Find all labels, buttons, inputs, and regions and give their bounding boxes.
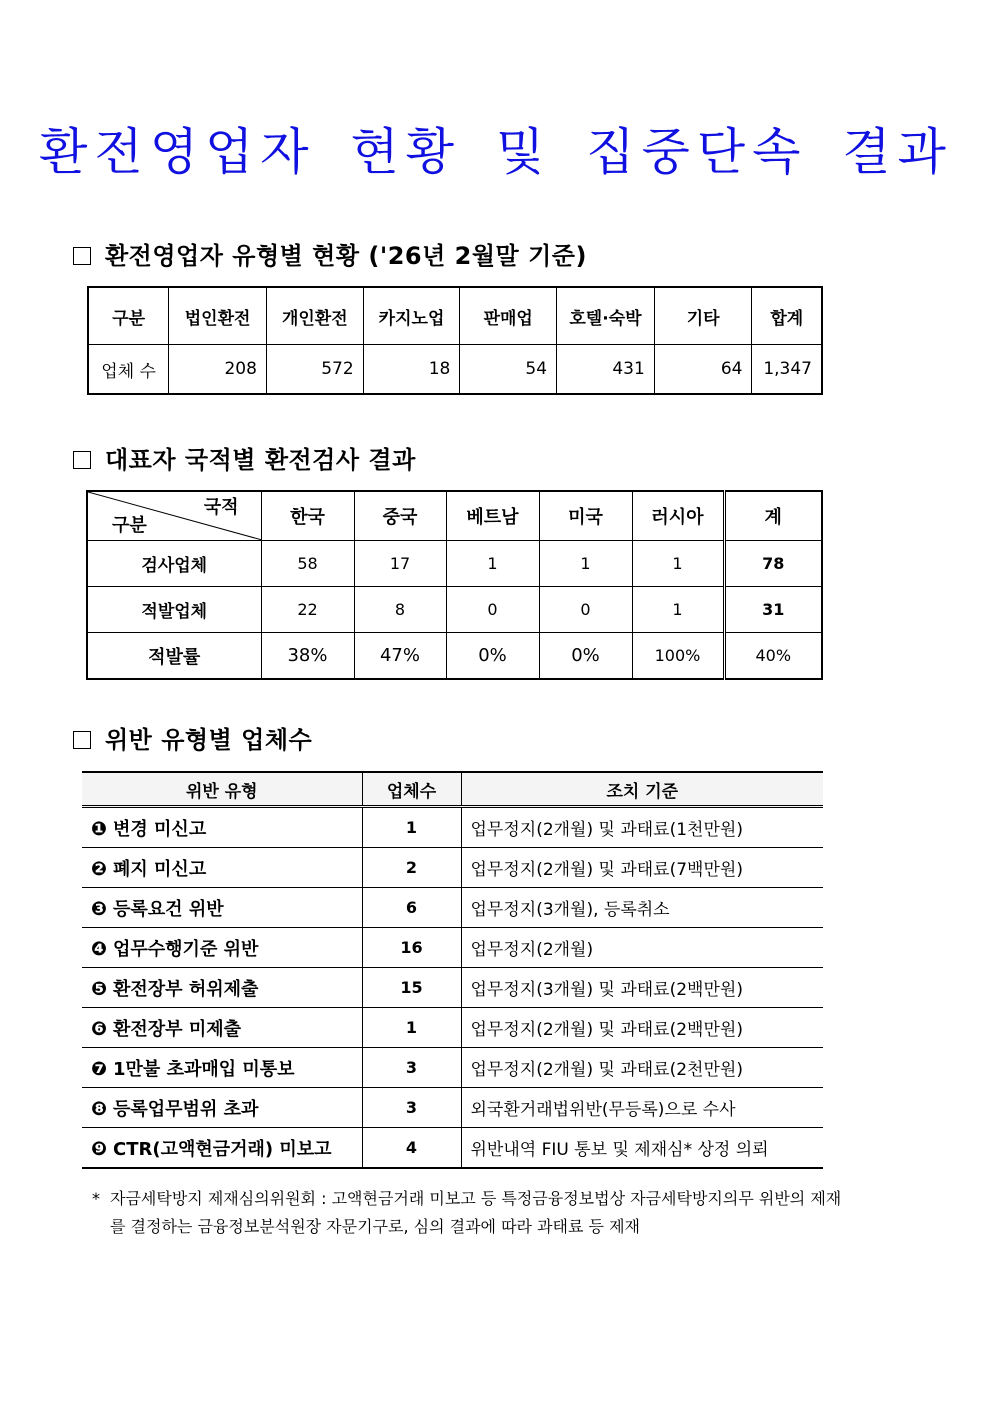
table-header-row <box>82 772 823 807</box>
section1-heading <box>73 236 587 271</box>
table-cell: 0 <box>446 587 539 633</box>
table-cell: 208 <box>169 345 267 395</box>
number-badge-icon: ❸ <box>91 897 108 920</box>
number-badge-icon: ❹ <box>91 937 108 960</box>
violation-type-label: 변경 미신고 <box>113 818 207 840</box>
checkbox-square-icon <box>73 731 91 749</box>
action-cell: 업무정지(2개월) 및 과태료(2백만원) <box>461 1008 823 1048</box>
table-cell: 1 <box>539 541 632 587</box>
count-cell: 1 <box>362 807 461 848</box>
action-cell: 업무정지(2개월) 및 과태료(2천만원) <box>461 1048 823 1088</box>
table-cell: 1 <box>632 587 724 633</box>
footnote-mark: * <box>92 1189 100 1208</box>
table-row <box>82 1128 823 1169</box>
violation-type-cell <box>82 1008 362 1048</box>
table-row <box>82 1008 823 1048</box>
row-label: 적발률 <box>87 633 261 680</box>
count-cell: 3 <box>362 1048 461 1088</box>
header-cell: 조치 기준 <box>461 772 823 807</box>
violation-type-label: 폐지 미신고 <box>113 858 207 880</box>
table-cell: 431 <box>557 345 655 395</box>
diagonal-header-cell <box>87 491 261 541</box>
action-cell: 업무정지(3개월), 등록취소 <box>461 888 823 928</box>
nationality-inspection-table <box>86 490 823 680</box>
count-cell: 1 <box>362 1008 461 1048</box>
table-cell: 54 <box>460 345 557 395</box>
footnote <box>92 1185 932 1241</box>
violation-type-label: 등록업무범위 초과 <box>113 1098 259 1120</box>
corner-bottom-label: 구분 <box>112 515 147 536</box>
table-header-row <box>88 287 822 345</box>
section2-heading-text: 대표자 국적별 환전검사 결과 <box>105 446 416 474</box>
total-cell: 31 <box>724 587 822 633</box>
section3-heading-text: 위반 유형별 업체수 <box>105 726 313 754</box>
action-cell: 업무정지(2개월) 및 과태료(7백만원) <box>461 848 823 888</box>
header-cell: 호텔·숙박 <box>557 287 655 345</box>
business-type-table <box>87 286 823 395</box>
header-cell: 카지노업 <box>363 287 460 345</box>
table-cell: 0% <box>539 633 632 680</box>
action-cell: 업무정지(3개월) 및 과태료(2백만원) <box>461 968 823 1008</box>
violation-type-cell <box>82 848 362 888</box>
table-cell: 58 <box>261 541 354 587</box>
table-row <box>82 928 823 968</box>
number-badge-icon: ❼ <box>91 1057 108 1080</box>
count-cell: 2 <box>362 848 461 888</box>
header-cell: 법인환전 <box>169 287 267 345</box>
number-badge-icon: ❶ <box>91 817 108 840</box>
violation-type-label: CTR(고액현금거래) 미보고 <box>113 1138 332 1160</box>
action-cell: 외국환거래법위반(무등록)으로 수사 <box>461 1088 823 1128</box>
violation-type-label: 업무수행기준 위반 <box>113 938 259 960</box>
header-cell: 개인환전 <box>266 287 363 345</box>
section3-heading <box>73 720 312 755</box>
table-cell: 1 <box>446 541 539 587</box>
table-row <box>82 1088 823 1128</box>
number-badge-icon: ❾ <box>91 1137 108 1160</box>
table-cell: 100% <box>632 633 724 680</box>
action-cell: 위반내역 FIU 통보 및 제재심* 상정 의뢰 <box>461 1128 823 1169</box>
violation-type-label: 등록요건 위반 <box>113 898 224 920</box>
action-cell: 업무정지(2개월) <box>461 928 823 968</box>
header-cell: 기타 <box>654 287 752 345</box>
row-label: 적발업체 <box>87 587 261 633</box>
header-cell: 러시아 <box>632 491 724 541</box>
table-row <box>82 888 823 928</box>
row-label: 업체 수 <box>88 345 169 395</box>
count-cell: 4 <box>362 1128 461 1169</box>
header-cell: 계 <box>724 491 822 541</box>
number-badge-icon: ❺ <box>91 977 108 1000</box>
violation-type-cell <box>82 1048 362 1088</box>
table-cell: 1,347 <box>752 345 822 395</box>
violation-type-cell <box>82 1088 362 1128</box>
number-badge-icon: ❷ <box>91 857 108 880</box>
header-cell: 업체수 <box>362 772 461 807</box>
violation-type-cell <box>82 807 362 848</box>
violation-type-cell <box>82 1128 362 1169</box>
violation-type-table <box>82 771 823 1169</box>
count-cell: 3 <box>362 1088 461 1128</box>
action-cell: 업무정지(2개월) 및 과태료(1천만원) <box>461 807 823 848</box>
violation-type-label: 환전장부 미제출 <box>113 1018 241 1040</box>
total-cell: 78 <box>724 541 822 587</box>
checkbox-square-icon <box>73 247 91 265</box>
number-badge-icon: ❻ <box>91 1017 108 1040</box>
header-cell: 위반 유형 <box>82 772 362 807</box>
number-badge-icon: ❽ <box>91 1097 108 1120</box>
footnote-text-1: 자금세탁방지 제재심의위원회 : 고액현금거래 미보고 등 특정금융정보법상 자금세탁방지의무 위반의 제재 <box>110 1189 842 1208</box>
page-title: 환전영업자 현황 및 집중단속 결과 <box>39 123 953 181</box>
section2-heading <box>73 440 416 475</box>
header-cell: 베트남 <box>446 491 539 541</box>
table-header-row <box>87 491 822 541</box>
section1-heading-text: 환전영업자 유형별 현황 ('26년 2월말 기준) <box>105 242 587 270</box>
footnote-text-2: 를 결정하는 금융정보분석원장 자문기구로, 심의 결과에 따라 과태료 등 제재 <box>110 1217 640 1236</box>
header-cell: 중국 <box>354 491 446 541</box>
table-row <box>82 807 823 848</box>
table-row <box>87 587 822 633</box>
table-cell: 18 <box>363 345 460 395</box>
footnote-line-1 <box>92 1185 932 1213</box>
checkbox-square-icon <box>73 451 91 469</box>
count-cell: 6 <box>362 888 461 928</box>
violation-type-label: 1만불 초과매입 미통보 <box>113 1058 295 1080</box>
header-cell: 한국 <box>261 491 354 541</box>
total-cell: 40% <box>724 633 822 680</box>
count-cell: 16 <box>362 928 461 968</box>
header-cell: 미국 <box>539 491 632 541</box>
header-cell: 구분 <box>88 287 169 345</box>
table-cell: 64 <box>654 345 752 395</box>
row-label: 검사업체 <box>87 541 261 587</box>
violation-type-cell <box>82 888 362 928</box>
table-row <box>82 848 823 888</box>
table-cell: 572 <box>266 345 363 395</box>
table-row <box>88 345 822 395</box>
table-cell: 22 <box>261 587 354 633</box>
violation-type-cell <box>82 928 362 968</box>
corner-top-label: 국적 <box>203 497 239 518</box>
table-row <box>82 968 823 1008</box>
table-cell: 1 <box>632 541 724 587</box>
table-row <box>87 541 822 587</box>
table-cell: 47% <box>354 633 446 680</box>
table-cell: 8 <box>354 587 446 633</box>
violation-type-cell <box>82 968 362 1008</box>
violation-type-label: 환전장부 허위제출 <box>113 978 259 1000</box>
table-cell: 38% <box>261 633 354 680</box>
table-cell: 17 <box>354 541 446 587</box>
header-cell: 합계 <box>752 287 822 345</box>
header-cell: 판매업 <box>460 287 557 345</box>
count-cell: 15 <box>362 968 461 1008</box>
table-cell: 0% <box>446 633 539 680</box>
table-row <box>87 633 822 680</box>
table-row <box>82 1048 823 1088</box>
table-cell: 0 <box>539 587 632 633</box>
